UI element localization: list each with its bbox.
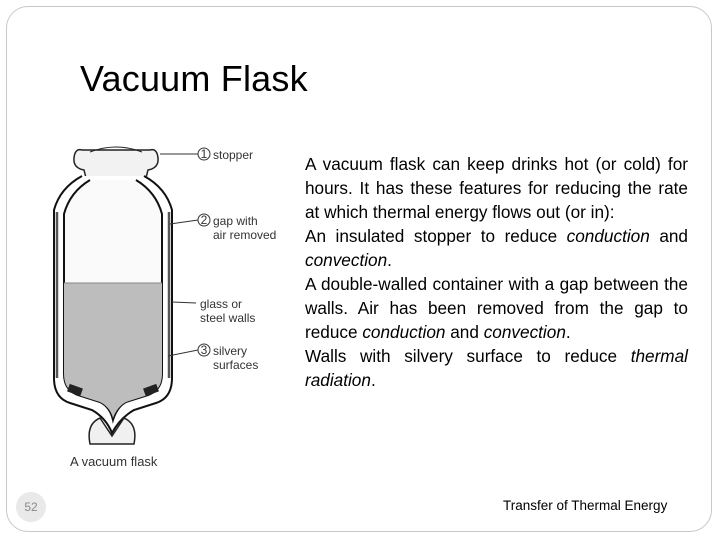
text-run: and — [445, 322, 484, 342]
stopper-shape — [74, 150, 158, 178]
text-run: . — [565, 322, 571, 342]
text-run: . — [387, 250, 392, 270]
text-run: A double-walled container with a gap between the walls. Air has been removed from the gap to reduce — [305, 274, 688, 342]
paragraph-container — [305, 272, 688, 344]
text-run: An insulated stopper to reduce — [305, 226, 567, 246]
paragraph-stopper — [305, 224, 688, 272]
body-text — [305, 152, 688, 392]
text-run: Walls with silvery surface to reduce — [305, 346, 631, 366]
label-stopper: stopper — [213, 148, 254, 162]
page-number-badge — [16, 492, 46, 522]
text-run: . — [370, 370, 376, 390]
label-3-number: 3 — [200, 343, 208, 357]
page-number: 52 — [24, 500, 38, 514]
text-run-italic: conduction — [362, 322, 446, 342]
text-run-italic: thermal radiation — [305, 346, 688, 390]
vacuum-flask-diagram — [20, 128, 300, 478]
paragraph-intro — [305, 152, 688, 224]
label-silvery-line1: silvery — [213, 344, 248, 358]
label-walls-line2: steel walls — [200, 311, 256, 325]
label-gap-line1: gap with — [213, 214, 258, 228]
text-run: and — [649, 226, 688, 246]
label-silvery-line2: surfaces — [213, 358, 259, 372]
figure-caption: A vacuum flask — [70, 454, 158, 469]
text-run-italic: conduction — [566, 226, 650, 246]
text-run-italic: convection — [483, 322, 566, 342]
paragraph-walls — [305, 344, 688, 392]
text-run: A vacuum flask can keep drinks hot (or cold) for hours. It has these features for reducing the rate at which thermal energy flows out (or in): — [305, 154, 688, 222]
label-gap-line2: air removed — [213, 228, 277, 242]
footer-text: Transfer of Thermal Energy — [503, 498, 668, 513]
label-walls-line1: glass or — [200, 297, 243, 311]
text-run-italic: convection — [305, 250, 388, 270]
label-1-number: 1 — [200, 147, 208, 161]
label-2-number: 2 — [200, 213, 208, 227]
slide-title: Vacuum Flask — [80, 58, 308, 99]
